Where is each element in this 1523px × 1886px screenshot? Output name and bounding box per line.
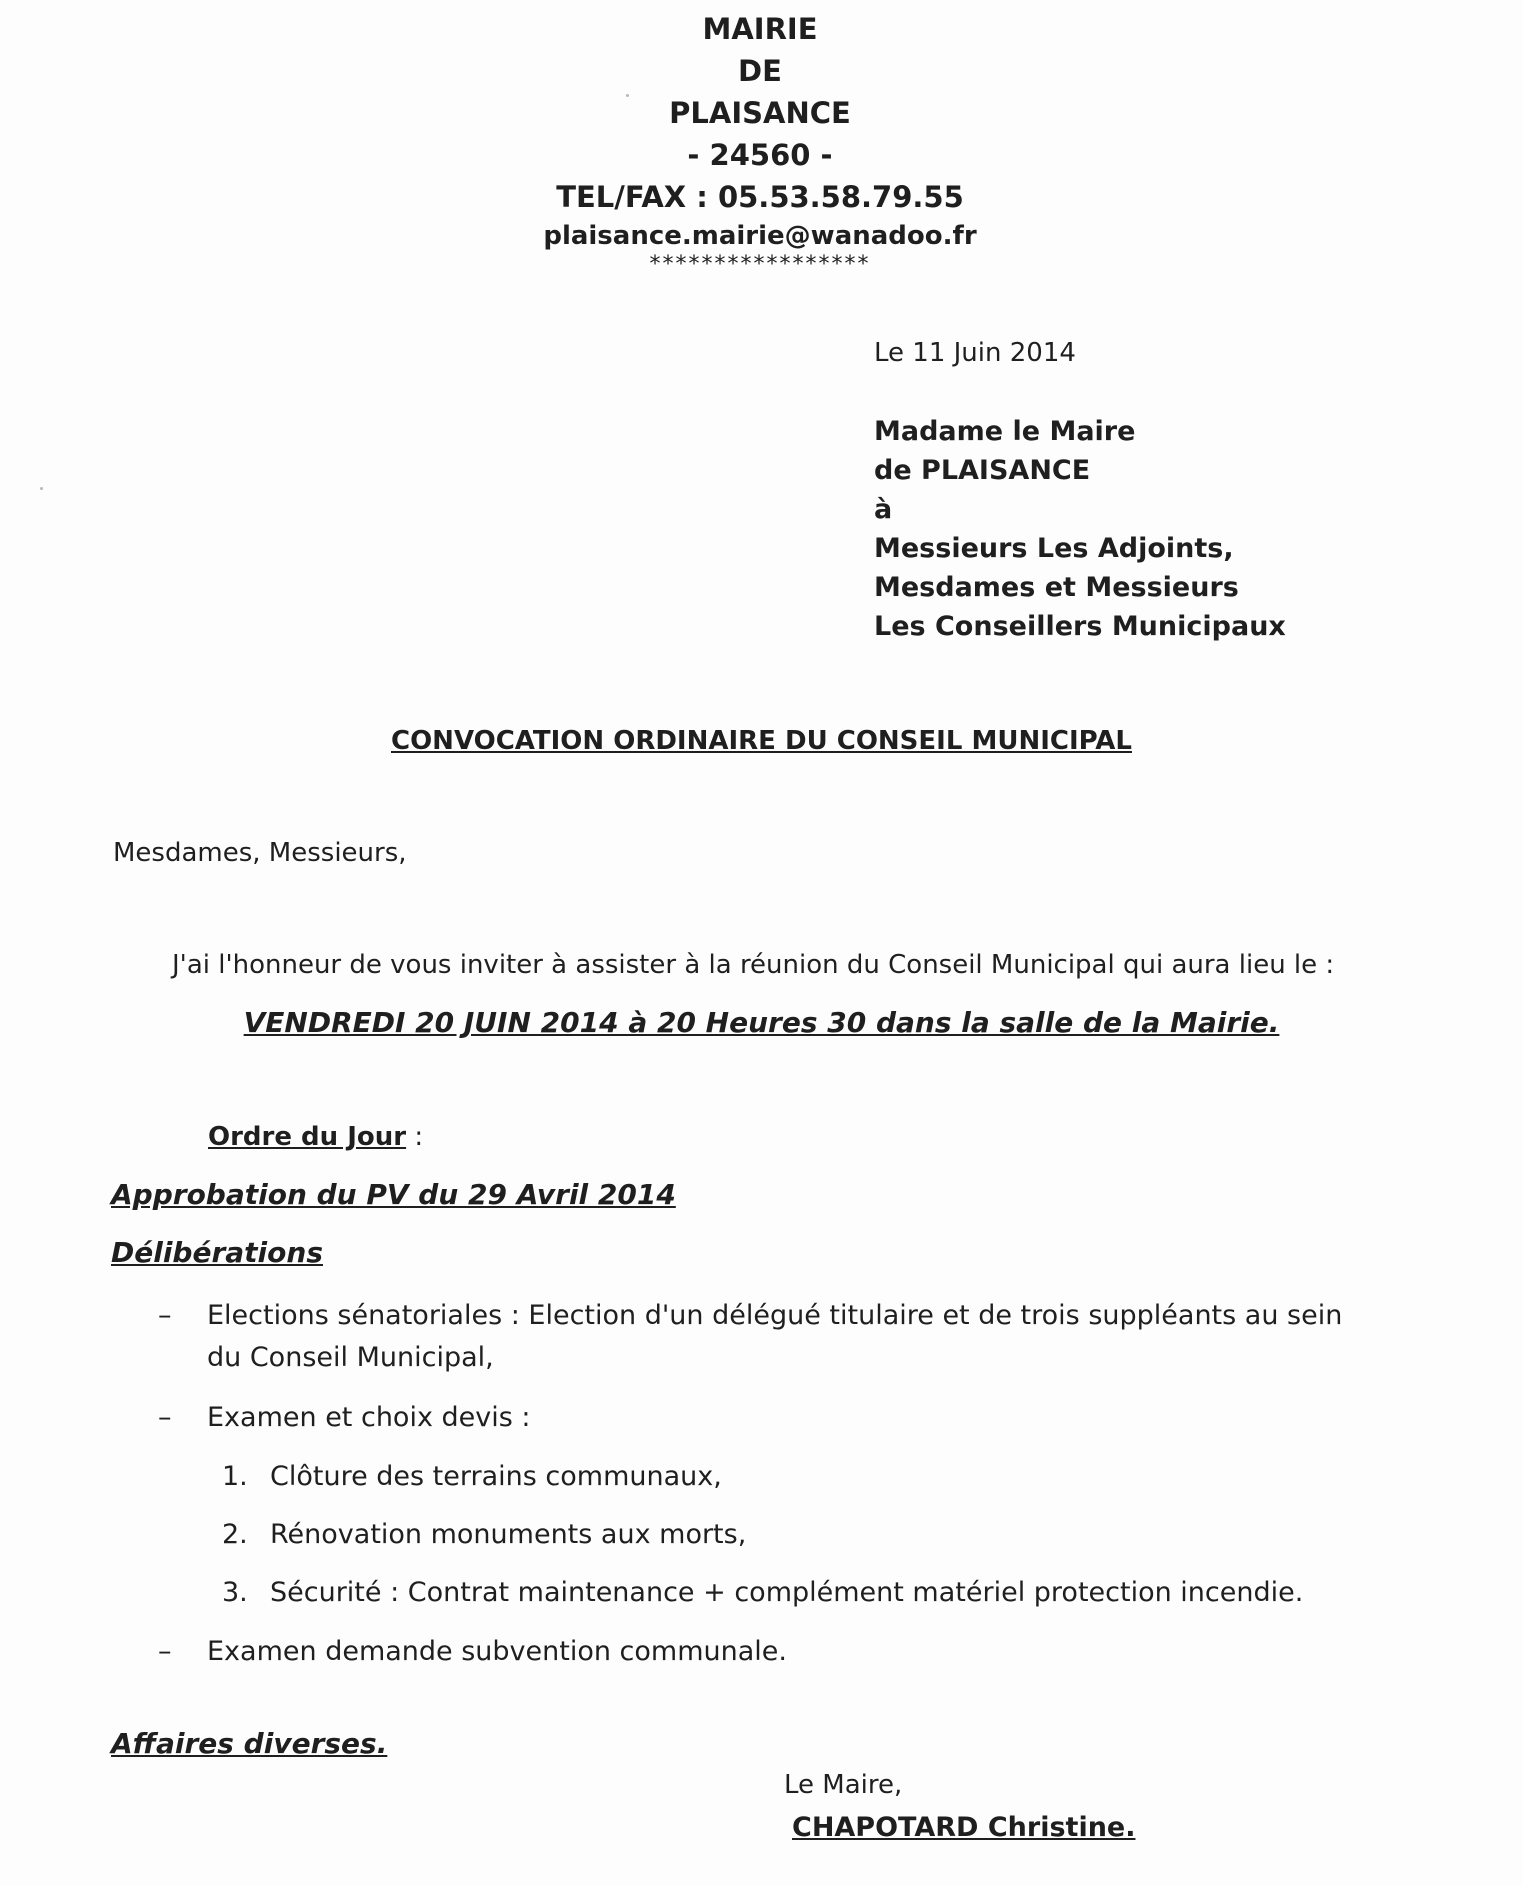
agenda-label: Ordre du Jour xyxy=(208,1122,407,1152)
sub-item: Clôture des terrains communaux, xyxy=(270,1461,722,1492)
signature-role: Le Maire, xyxy=(784,1770,903,1800)
deliberations-heading: Délibérations xyxy=(111,1236,323,1269)
letterhead-phone: TEL/FAX : 05.53.58.79.55 xyxy=(556,180,964,214)
letterhead-line: PLAISANCE xyxy=(669,96,851,130)
scan-speck xyxy=(40,487,43,490)
agenda-item xyxy=(207,1295,1342,1379)
sub-item-number: 3. xyxy=(222,1577,248,1608)
letterhead xyxy=(520,8,1000,276)
recipient-line: de PLAISANCE xyxy=(874,455,1091,486)
agenda-label-suffix: : xyxy=(406,1122,424,1152)
letterhead-line: DE xyxy=(738,54,782,88)
greeting: Mesdames, Messieurs, xyxy=(113,838,407,868)
sub-item: Sécurité : Contrat maintenance + complément matériel protection incendie. xyxy=(270,1577,1304,1608)
recipient-line: Les Conseillers Municipaux xyxy=(874,611,1286,642)
agenda-item: Examen et choix devis : xyxy=(207,1402,531,1433)
agenda-item-line: Elections sénatoriales : Election d'un délégué titulaire et de trois suppléants au sein xyxy=(207,1300,1343,1331)
letter-date: Le 11 Juin 2014 xyxy=(874,338,1076,368)
sub-item-number: 1. xyxy=(222,1461,248,1492)
sub-item: Rénovation monuments aux morts, xyxy=(270,1519,747,1550)
recipient-line: Messieurs Les Adjoints, xyxy=(874,533,1234,564)
letterhead-line: MAIRIE xyxy=(702,12,818,46)
sub-item-number: 2. xyxy=(222,1519,248,1550)
recipient-line: à xyxy=(874,494,893,525)
agenda-item: Examen demande subvention communale. xyxy=(207,1636,787,1667)
recipient-block xyxy=(874,412,1286,646)
bullet-dash: – xyxy=(158,1300,172,1331)
bullet-dash: – xyxy=(158,1636,172,1667)
agenda-item-line: du Conseil Municipal, xyxy=(207,1342,494,1373)
meeting-details: VENDREDI 20 JUIN 2014 à 20 Heures 30 dans la salle de la Mairie. xyxy=(243,1006,1280,1039)
signature-name: CHAPOTARD Christine. xyxy=(792,1812,1136,1843)
misc-heading: Affaires diverses. xyxy=(111,1727,388,1760)
invitation-text: J'ai l'honneur de vous inviter à assister à la réunion du Conseil Municipal qui aura lieu le : xyxy=(172,950,1335,980)
document-title: CONVOCATION ORDINAIRE DU CONSEIL MUNICIPAL xyxy=(391,726,1132,756)
bullet-dash: – xyxy=(158,1402,172,1433)
recipient-line: Mesdames et Messieurs xyxy=(874,572,1239,603)
agenda-heading xyxy=(208,1122,423,1152)
letterhead-separator: ***************** xyxy=(649,252,871,277)
letterhead-postcode: - 24560 - xyxy=(687,138,833,172)
approval-heading: Approbation du PV du 29 Avril 2014 xyxy=(111,1178,676,1211)
recipient-line: Madame le Maire xyxy=(874,416,1136,447)
letterhead-email: plaisance.mairie@wanadoo.fr xyxy=(543,221,977,251)
